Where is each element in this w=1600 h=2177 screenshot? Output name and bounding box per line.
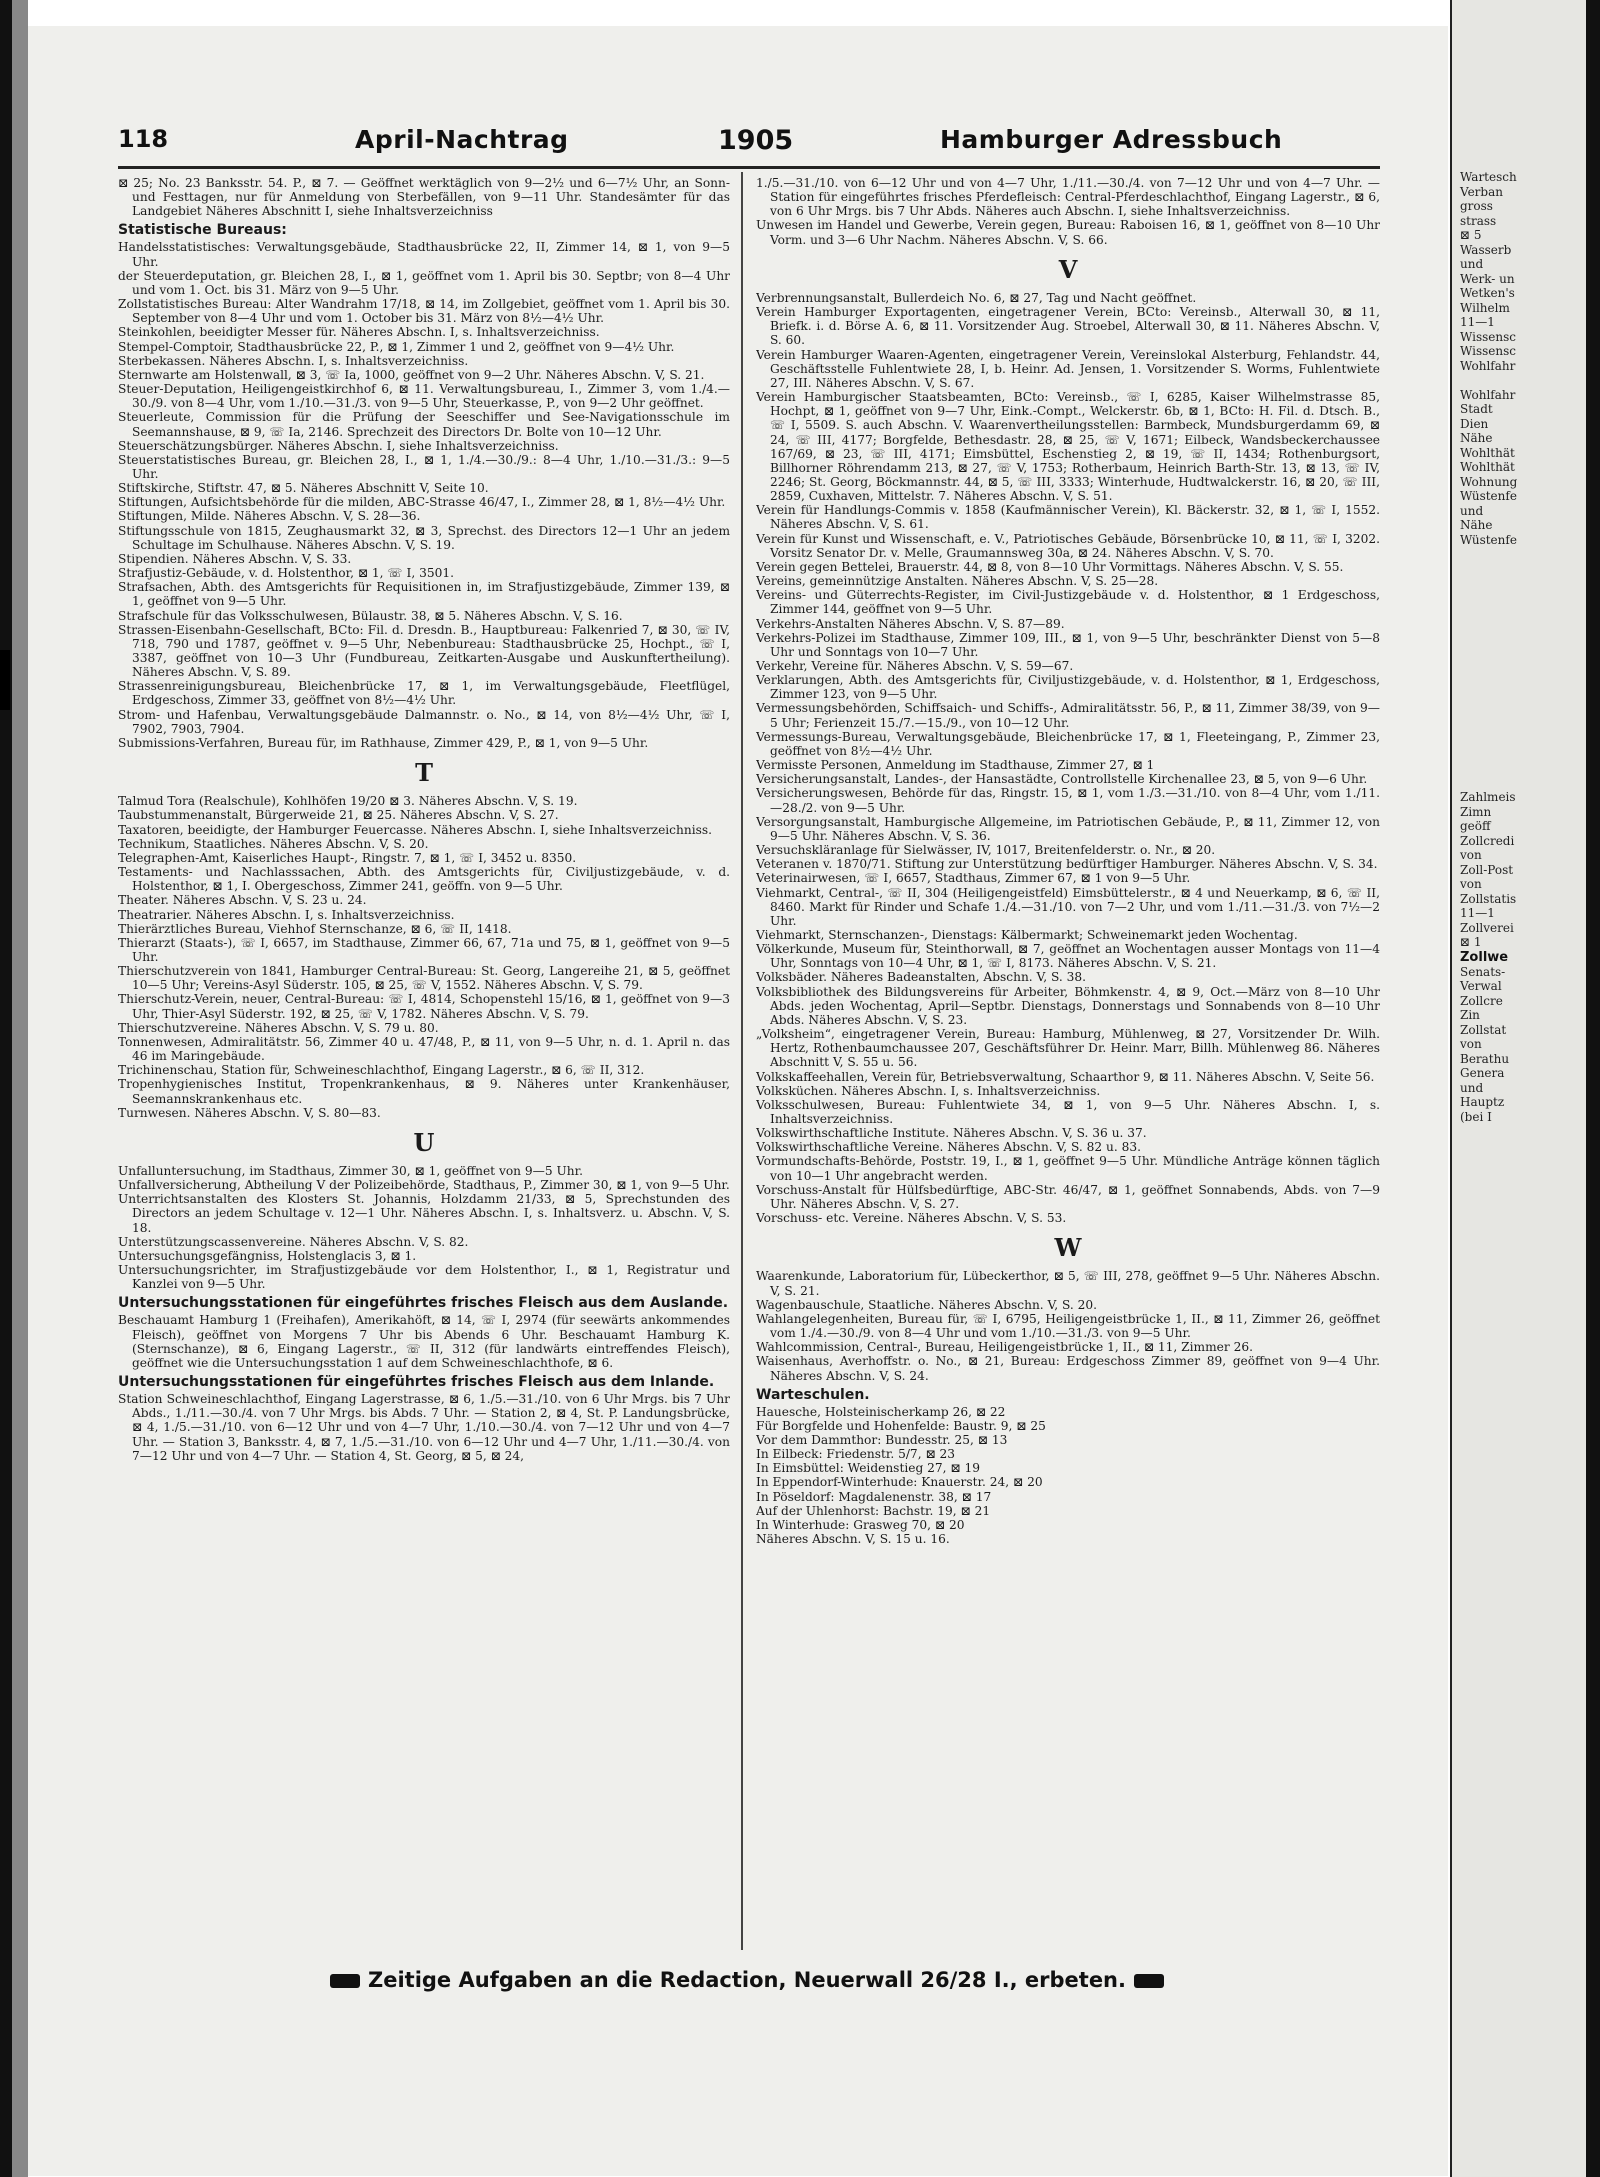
adjacent-line: und [1460,257,1484,271]
directory-entry: Zollstatistisches Bureau: Alter Wandrahm 17/18, ⊠ 14, im Zollgebiet, geöffnet vom 1. April bis 30. September von 8—4 Uhr und vom 1. October bis 31. März von 8½—4½ Uhr. [118,297,730,326]
adjacent-line: ⊠ 1 [1460,935,1482,949]
directory-entry: Versicherungsanstalt, Landes-, der Hansastädte, Controllstelle Kirchenallee 23, ⊠ 5, von 9—6 Uhr. [756,772,1368,787]
scan-clip-mark [0,650,10,710]
adjacent-line: Genera [1460,1066,1505,1080]
adjacent-line: Wohlfahr [1460,387,1516,402]
directory-entry: Viehmarkt, Sternschanzen-, Dienstags: Kälbermarkt; Schweinemarkt jeden Wochentag. [756,927,1298,942]
directory-entry: der Steuerdeputation, gr. Bleichen 28, I., ⊠ 1, geöffnet vom 1. April bis 30. Septbr; von 8—4 Uhr und vom 1. Oct. bis 31. März von 9—5 Uhr. [118,268,730,297]
directory-entry: Strassen-Eisenbahn-Gesellschaft, BCto: Fil. d. Dresdn. B., Hauptbureau: Falkenried 7, ⊠ 30, ☏ IV, 718, 790 und 1787, geöffnet v. 9—5 Uhr, Nebenbureau: Stadthausbrücke 25, Hochpt., ☏ I, 3387, geöffnet von 10—3 Uhr (Fundbureau, Zeitkarten-Ausgabe und Auskunftertheilung). Näheres Abschn. V, S. 89. [118,622,730,680]
directory-entry: Vormundschafts-Behörde, Poststr. 19, I., ⊠ 1, geöffnet 9—5 Uhr. Mündliche Anträge können täglich von 10—1 Uhr angebracht werden. [756,1154,1380,1183]
adjacent-line: Zollstat [1460,1022,1507,1037]
adjacent-line: Zollverei [1460,920,1514,935]
footer-text: Zeitige Aufgaben an die Redaction, Neuerwall 26/28 I., erbeten. [368,1968,1126,1992]
adjacent-line: Nähe [1460,518,1493,532]
header-rule [118,166,1380,169]
adjacent-line [1452,373,1517,388]
directory-entry: Näheres Abschn. V, S. 15 u. 16. [756,1532,950,1547]
running-head-right: Hamburger Adressbuch [940,125,1283,154]
adjacent-line: Nähe [1460,431,1493,445]
directory-entry: In Eimsbüttel: Weidenstieg 27, ⊠ 19 [756,1461,980,1476]
directory-entry: Tonnenwesen, Admiralitätstr. 56, Zimmer 40 u. 47/48, P., ⊠ 11, von 9—5 Uhr, n. d. 1. April n. das 46 im Maringebäude. [118,1034,730,1064]
adjacent-line: Wilhelm [1460,300,1510,315]
column-divider [741,172,743,1950]
directory-entry: Sternwarte am Holstenwall, ⊠ 3, ☏ Ia, 1000, geöffnet von 9—2 Uhr. Näheres Abschn. V, S. 21. [118,367,705,382]
directory-entry: Stiftungen, Milde. Näheres Abschn. V, S. 28—36. [118,509,421,524]
directory-entry: Steuerstatistisches Bureau, gr. Bleichen 28, I., ⊠ 1, 1./4.—30./9.: 8—4 Uhr, 1./10.—31./3.: 9—5 Uhr. [118,452,730,481]
directory-entry: Veteranen v. 1870/71. Stiftung zur Unterstützung bedürftiger Hamburger. Näheres Abschn. V, S. 34. [756,857,1378,872]
adjacent-line: und [1460,503,1484,518]
directory-entry: Thierschutzverein von 1841, Hamburger Central-Bureau: St. Georg, Langereihe 21, ⊠ 5, geöffnet 10—5 Uhr; Vereins-Asyl Süderstr. 105, ⊠ 25, ☏ V, 1552. Näheres Abschn. V, S. 79. [118,964,730,993]
directory-entry: Strafjustiz-Gebäude, v. d. Holstenthor, ⊠ 1, ☏ I, 3501. [118,566,454,581]
adjacent-line: Wasserb [1460,242,1512,257]
directory-entry: Vermessungsbehörden, Schiffsaich- und Schiffs-, Admiralitätsstr. 56, P., ⊠ 11, Zimmer 38/39, von 9—5 Uhr; Ferienzeit 15./7.—15./9., von 10—12 Uhr. [756,701,1380,730]
directory-entry: Vor dem Dammthor: Bundesstr. 25, ⊠ 13 [756,1432,1008,1447]
directory-entry: Volkskaffeehallen, Verein für, Betriebsverwaltung, Schaarthor 9, ⊠ 11. Näheres Abschn. V, Seite 56. [756,1069,1375,1084]
directory-entry: In Eppendorf-Winterhude: Knauerstr. 24, ⊠ 20 [756,1475,1043,1490]
directory-entry: Handelsstatistisches: Verwaltungsgebäude, Stadthausbrücke 22, II, Zimmer 14, ⊠ 1, von 9—5 Uhr. [118,240,730,269]
adjacent-line: strass [1460,213,1497,228]
section-letter: W [1054,1233,1082,1263]
pointing-hand-icon [330,1974,360,1988]
directory-entry: 1./5.—31./10. von 6—12 Uhr und von 4—7 Uhr, 1./11.—30./4. von 7—12 Uhr und von 4—7 Uhr. — Station für eingeführtes frisches Pferdefleisch: Central-Pferdeschlachthof, Eingang Lagerstr., ⊠ 6, von 6 Uhr Mrgs. bis 7 Uhr Abds. Näheres auch Abschn. I, siehe Inhaltsverzeichniss. [756,176,1380,219]
directory-entry: Wahlangelegenheiten, Bureau für, ☏ I, 6795, Heiligengeistbrücke 1, II., ⊠ 11, Zimmer 26, geöffnet vom 1./4.—30./9. von 8—4 Uhr und vom 1./10.—31./3. von 9—5 Uhr. [756,1311,1380,1341]
adjacent-line: Wohlthät [1460,445,1515,460]
section-letter: U [413,1127,435,1157]
directory-entry: Für Borgfelde und Hohenfelde: Baustr. 9, ⊠ 25 [756,1418,1046,1433]
running-head-left: April-Nachtrag [355,125,569,154]
directory-entry: Sterbekassen. Näheres Abschn. I, s. Inhaltsverzeichniss. [118,353,469,368]
directory-entry: Verein für Handlungs-Commis v. 1858 (Kaufmännischer Verein), Kl. Bäckerstr. 32, ⊠ 1, ☏ I, 1552. Näheres Abschn. V, S. 61. [756,503,1380,532]
directory-entry: Verein Hamburger Waaren-Agenten, eingetragener Verein, Vereinslokal Alsterburg, Fehlandstr. 44, Geschäftsstelle Fuhlentwiete 28, I, b. Heinr. Ad. Jensen, 1. Vorsitzender S. Worms, Fuhlentwiete 27, III. Näheres Abschn. V, S. 67. [756,347,1380,390]
adjacent-line: Stadt [1460,402,1493,416]
directory-entry: Viehmarkt, Central-, ☏ II, 304 (Heiligengeistfeld) Eimsbüttelerstr., ⊠ 4 und Neuerkamp, ⊠ 6, ☏ II, 8460. Markt für Rinder und Schafe 1./4.—31./10. von 7—2 Uhr, und vom 1./11.—31./3. von 7½—2 Uhr. [756,885,1380,928]
adjacent-line: von [1460,848,1482,862]
adjacent-line: Wissensc [1460,344,1516,358]
directory-entry: Vermisste Personen, Anmeldung im Stadthause, Zimmer 27, ⊠ 1 [756,758,1155,773]
directory-entry: Stipendien. Näheres Abschn. V, S. 33. [118,551,352,566]
scan-border-right [1586,0,1600,2177]
directory-entry: Beschauamt Hamburg 1 (Freihafen), Amerikahöft, ⊠ 14, ☏ I, 2974 (für seewärts ankommendes Fleisch), geöffnet von Morgens 7 Uhr bis Abends 6 Uhr. Beschauamt Hamburg K. (Sternschanze), ⊠ 6, Eingang Lagerstr., ☏ II, 312 (für landwärts eintreffendes Fleisch), geöffnet wie die Untersuchungsstation 1 auf dem Schweineschlachthofe, ⊠ 6. [118,1313,730,1370]
directory-entry: Steuerschätzungsbürger. Näheres Abschn. I, siehe Inhaltsverzeichniss. [118,438,559,453]
directory-entry: Testaments- und Nachlasssachen, Abth. des Amtsgerichts für, Civiljustizgebäude, v. d. Holstenthor, ⊠ 1, I. Obergeschoss, Zimmer 241, geöffn. von 9—5 Uhr. [118,865,730,894]
directory-entry: Stiftungsschule von 1815, Zeughausmarkt 32, ⊠ 3, Sprechst. des Directors 12—1 Uhr an jedem Schultage im Schulhause. Näheres Abschn. V, S. 19. [118,523,730,552]
right-column [756,176,1380,1956]
directory-entry: Unterstützungscassenvereine. Näheres Abschn. V, S. 82. [118,1234,469,1249]
adjacent-line: Wüstenfe [1460,532,1517,547]
directory-entry: Verkehrs-Anstalten Näheres Abschn. V, S. 87—89. [756,616,1065,631]
directory-entry: Völkerkunde, Museum für, Steinthorwall, ⊠ 7, geöffnet an Wochentagen ausser Montags von 11—4 Uhr, Sonntags von 10—4 Uhr, ⊠ 1, ☏ I, 8173. Näheres Abschn. V, S. 21. [756,942,1380,971]
directory-entry: Vorschuss-Anstalt für Hülfsbedürftige, ABC-Str. 46/47, ⊠ 1, geöffnet Sonnabends, Abds. von 7—9 Uhr. Näheres Abschn. V, S. 27. [756,1182,1380,1211]
directory-entry: Volksschulwesen, Bureau: Fuhlentwiete 34, ⊠ 1, von 9—5 Uhr. Näheres Abschn. I, s. Inhaltsverzeichniss. [756,1097,1380,1126]
directory-entry: Stiftskirche, Stiftstr. 47, ⊠ 5. Näheres Abschnitt V, Seite 10. [118,481,489,496]
footer-notice [322,1968,1162,1992]
adjacent-line: Zollstatis [1460,891,1517,906]
adjacent-line: ⊠ 5 [1460,228,1482,242]
adjacent-line: Zin [1460,1008,1480,1022]
adjacent-line: 11—1 [1460,315,1495,329]
adjacent-line: Wissensc [1460,329,1516,344]
directory-entry: Volksbäder. Näheres Badeanstalten, Abschn. V, S. 38. [756,970,1086,985]
directory-entry: Verklarungen, Abth. des Amtsgerichts für, Civiljustizgebäude, v. d. Holstenthor, ⊠ 1, Erdgeschoss, Zimmer 123, von 9—5 Uhr. [756,673,1380,702]
section-heading: Untersuchungsstationen für eingeführtes frisches Fleisch aus dem Auslande. [118,1295,729,1312]
directory-entry: Taxatoren, beeidigte, der Hamburger Feuercasse. Näheres Abschn. I, siehe Inhaltsverzeichniss. [118,822,712,837]
section-heading: Untersuchungsstationen für eingeführtes frisches Fleisch aus dem Inlande. [118,1374,715,1391]
adjacent-line: geöff [1460,819,1491,833]
directory-entry: Auf der Uhlenhorst: Bachstr. 19, ⊠ 21 [756,1503,991,1518]
directory-entry: Steuer-Deputation, Heiligengeistkirchhof 6, ⊠ 11. Verwaltungsbureau, I., Zimmer 3, vom 1./4.—30./9. von 8—4 Uhr, vom 1./10.—31./3. von 9—5 Uhr, Steuerkasse, P., von 9—2 Uhr geöffnet. [118,382,730,411]
directory-entry: Wagenbauschule, Staatliche. Näheres Abschn. V, S. 20. [756,1297,1098,1312]
adjacent-line: Zollcre [1460,993,1503,1008]
directory-entry: Trichinenschau, Station für, Schweineschlachthof, Eingang Lagerstr., ⊠ 6, ☏ II, 312. [118,1063,645,1078]
adjacent-page-lower [1452,790,1516,1124]
directory-entry: Unfalluntersuchung, im Stadthaus, Zimmer 30, ⊠ 1, geöffnet von 9—5 Uhr. [118,1164,583,1178]
directory-entry: Verbrennungsanstalt, Bullerdeich No. 6, ⊠ 27, Tag und Nacht geöffnet. [756,290,1197,305]
directory-entry: Waarenkunde, Laboratorium für, Lübeckerthor, ⊠ 5, ☏ III, 278, geöffnet 9—5 Uhr. Näheres Abschn. V, S. 21. [756,1269,1380,1298]
directory-entry: Vereins- und Güterrechts-Register, im Civil-Justizgebäude v. d. Holstenthor, ⊠ 1 Erdgeschoss, Zimmer 144, geöffnet von 9—5 Uhr. [756,588,1380,617]
adjacent-line: Zoll-Post [1460,862,1514,877]
directory-entry: Vorschuss- etc. Vereine. Näheres Abschn. V, S. 53. [756,1211,1067,1226]
directory-entry: Station Schweineschlachthof, Eingang Lagerstrasse, ⊠ 6, 1./5.—31./10. von 6 Uhr Mrgs. bis 7 Uhr Abds., 1./11.—30./4. von 7 Uhr Mrgs. bis Abds. 7 Uhr. — Station 2, ⊠ 4, St. P. Landungsbrücke, ⊠ 4, 1./5.—31./10. von 6—12 Uhr und von 4—7 Uhr, 1./10.—30./4. von 7—12 Uhr und von 4—7 Uhr. — Station 3, Banksstr. 4, ⊠ 7, 1./5.—31./10. von 6—12 Uhr und 4—7 Uhr, 1./11.—30./4. von 7—12 Uhr und von 4—7 Uhr. — Station 4, St. Georg, ⊠ 5, ⊠ 24, [118,1392,730,1463]
directory-entry: Versuchskläranlage für Sielwässer, IV, 1017, Breitenfelderstr. o. Nr., ⊠ 20. [756,843,1216,858]
directory-entry: Unterrichtsanstalten des Klosters St. Johannis, Holzdamm 21/33, ⊠ 5, Sprechstunden des Directors an jedem Schultage v. 12—1 Uhr. Näheres Abschn. I, s. Inhaltsverz. u. Abschn. V, S. 18. [118,1192,730,1235]
adjacent-line: Werk- un [1460,271,1515,286]
directory-entry: Veterinairwesen, ☏ I, 6657, Stadthaus, Zimmer 67, ⊠ 1 von 9—5 Uhr. [756,871,1191,886]
directory-entry: Talmud Tora (Realschule), Kohlhöfen 19/20 ⊠ 3. Näheres Abschn. V, S. 19. [118,794,578,809]
directory-entry: Unfallversicherung, Abtheilung V der Polizeibehörde, Stadthaus, P., Zimmer 30, ⊠ 1, von 9—5 Uhr. [118,1178,730,1193]
directory-entry: Versorgungsanstalt, Hamburgische Allgemeine, im Patriotischen Gebäude, P., ⊠ 11, Zimmer 12, von 9—5 Uhr. Näheres Abschn. V, S. 36. [756,814,1380,843]
section-heading: Statistische Bureaus: [118,222,287,239]
directory-entry: Taubstummenanstalt, Bürgerweide 21, ⊠ 25. Näheres Abschn. V, S. 27. [118,808,559,823]
directory-entry: In Winterhude: Grasweg 70, ⊠ 20 [756,1517,965,1532]
directory-entry: Submissions-Verfahren, Bureau für, im Rathhause, Zimmer 429, P., ⊠ 1, von 9—5 Uhr. [118,735,649,750]
directory-entry: Strafschule für das Volksschulwesen, Bülaustr. 38, ⊠ 5. Näheres Abschn. V, S. 16. [118,608,623,623]
adjacent-line: 11—1 [1460,906,1495,920]
section-letter: V [1058,254,1078,284]
adjacent-line: Senats- [1460,964,1506,979]
directory-entry: In Eilbeck: Friedenstr. 5/7, ⊠ 23 [756,1447,956,1462]
directory-entry: Hauesche, Holsteinischerkamp 26, ⊠ 22 [756,1404,1006,1419]
adjacent-line: Dien [1460,416,1489,431]
page-number: 118 [118,125,169,153]
directory-entry: Wahlcommission, Central-, Bureau, Heiligengeistbrücke 1, II., ⊠ 11, Zimmer 26. [756,1340,1253,1355]
running-head-year: 1905 [718,125,794,156]
scan-border-left [0,0,12,2177]
directory-entry: Volkswirthschaftliche Vereine. Näheres Abschn. V, S. 82 u. 83. [756,1140,1141,1155]
directory-entry: In Pöseldorf: Magdalenenstr. 38, ⊠ 17 [756,1489,992,1504]
directory-entry: Verein Hamburger Exportagenten, eingetragener Verein, BCto: Vereinsb., Alterwall 30, ⊠ 11, Briefk. i. d. Börse A. 6, ⊠ 11. Vorsitzender Aug. Stroebel, Alterwall 30, ⊠ 11. Näheres Abschn. V, S. 60. [756,305,1380,348]
directory-entry: Verein für Kunst und Wissenschaft, e. V., Patriotisches Gebäude, Börsenbrücke 10, ⊠ 11, ☏ I, 3202. Vorsitz Senator Dr. v. Melle, Graumannsweg 30a, ⊠ 24. Näheres Abschn. V, S. 70. [756,531,1380,560]
pointing-hand-icon [1134,1974,1164,1988]
directory-entry: Stiftungen, Aufsichtsbehörde für die milden, ABC-Strasse 46/47, I., Zimmer 28, ⊠ 1, 8½—4½ Uhr. [118,495,726,510]
directory-entry: Vermessungs-Bureau, Verwaltungsgebäude, Bleichenbrücke 17, ⊠ 1, Fleeteingang, P., Zimmer 23, geöffnet von 8½—4½ Uhr. [756,729,1380,758]
adjacent-line: Wetken's [1460,286,1515,300]
directory-entry: Tropenhygienisches Institut, Tropenkrankenhaus, ⊠ 9. Näheres unter Krankenhäuser, Seemannskrankenhaus etc. [118,1077,730,1106]
scan-border-shadow [12,0,28,2177]
directory-entry: Untersuchungsrichter, im Strafjustizgebäude vor dem Holstenthor, I., ⊠ 1, Registratur und Kanzlei von 9—5 Uhr. [118,1263,730,1292]
adjacent-line: Wohlfahr [1460,358,1516,373]
directory-entry: Theatrarier. Näheres Abschn. I, s. Inhaltsverzeichniss. [118,907,455,922]
directory-entry: Untersuchungsgefängniss, Holstenglacis 3, ⊠ 1. [118,1248,417,1263]
adjacent-line: Wartesch [1460,170,1517,184]
directory-entry: Strafsachen, Abth. des Amtsgerichts für Requisitionen in, im Strafjustizgebäude, Zimmer 139, ⊠ 1, geöffnet von 9—5 Uhr. [118,580,730,609]
directory-entry: Verkehrs-Polizei im Stadthause, Zimmer 109, III., ⊠ 1, von 9—5 Uhr, beschränkter Dienst von 5—8 Uhr und Sonntags von 10—7 Uhr. [756,630,1380,659]
directory-entry: „Volksheim“, eingetragener Verein, Bureau: Hamburg, Mühlenweg, ⊠ 27, Vorsitzender Dr. Wilh. Hertz, Rothenbaumchaussee 207, Geschäftsführer Dr. Heinr. Marr, Billh. Mühlenweg 86. Näheres Abschnitt V, S. 55 u. 56. [756,1027,1380,1070]
adjacent-line: Berathu [1460,1051,1510,1066]
adjacent-line: Zollcredi [1460,833,1515,848]
adjacent-line: von [1460,877,1482,891]
directory-entry: Stempel-Comptoir, Stadthausbrücke 22, P., ⊠ 1, Zimmer 1 und 2, geöffnet von 9—4½ Uhr. [118,339,675,354]
directory-entry: Technikum, Staatliches. Näheres Abschn. V, S. 20. [118,836,429,851]
directory-entry: Thierarzt (Staats-), ☏ I, 6657, im Stadthause, Zimmer 66, 67, 71a und 75, ⊠ 1, geöffnet von 9—5 Uhr. [118,935,730,964]
directory-entry: Thierschutzvereine. Näheres Abschn. V, S. 79 u. 80. [118,1020,439,1035]
adjacent-line: Verban [1460,184,1503,199]
directory-entry: Volksbibliothek des Bildungsvereins für Arbeiter, Böhmkenstr. 4, ⊠ 9, Oct.—März von 8—10 Uhr Abds. jeden Wochentag, April—Septbr. Dienstags, Donnerstags und Sonnabends von 8—10 Uhr Abds. Näheres Abschn. V, S. 23. [756,984,1380,1027]
directory-entry: ⊠ 25; No. 23 Banksstr. 54. P., ⊠ 7. — Geöffnet werktäglich von 9—2½ und 6—7½ Uhr, an Sonn- und Festtagen, nur für Anmeldung von Sterbefällen, von 9—11 Uhr. Standesämter für das Landgebiet Näheres Abschnitt I, siehe Inhaltsverzeichniss [118,176,730,219]
adjacent-page-strip [1450,0,1588,2177]
directory-entry: Strom- und Hafenbau, Verwaltungsgebäude Dalmannstr. o. No., ⊠ 14, von 8½—4½ Uhr, ☏ I, 7902, 7903, 7904. [118,707,730,736]
adjacent-line: Zimn [1460,804,1492,819]
adjacent-line: Wohlthät [1460,460,1515,474]
adjacent-page-upper [1452,170,1517,547]
adjacent-line: (bei I [1460,1109,1492,1124]
adjacent-line: und [1460,1080,1484,1095]
directory-entry: Strassenreinigungsbureau, Bleichenbrücke 17, ⊠ 1, im Verwaltungsgebäude, Fleetflügel, Erdgeschoss, Zimmer 33, geöffnet von 8½—4½ Uhr. [118,679,730,708]
directory-entry: Steuerleute, Commission für die Prüfung der Seeschiffer und See-Navigationsschule im Seemannshause, ⊠ 9, ☏ Ia, 2146. Sprechzeit des Directors Dr. Bolte von 10—12 Uhr. [118,410,730,439]
adjacent-line: Wohnung [1460,474,1518,489]
directory-entry: Unwesen im Handel und Gewerbe, Verein gegen, Bureau: Raboisen 16, ⊠ 1, geöffnet von 8—10 Uhr Vorm. und 3—6 Uhr Nachm. Näheres Abschn. V, S. 66. [756,218,1380,247]
section-heading: Warteschulen. [756,1386,870,1403]
directory-entry: Versicherungswesen, Behörde für das, Ringstr. 15, ⊠ 1, vom 1./3.—31./10. von 8—4 Uhr, vom 1./11.—28./2. von 9—5 Uhr. [756,786,1380,815]
directory-entry: Waisenhaus, Averhoffstr. o. No., ⊠ 21, Bureau: Erdgeschoss Zimmer 89, geöffnet von 9—4 Uhr. Näheres Abschn. V, S. 24. [756,1354,1380,1383]
adjacent-line: gross [1460,199,1493,213]
directory-entry: Verein Hamburgischer Staatsbeamten, BCto: Vereinsb., ☏ I, 6285, Kaiser Wilhelmstrasse 85, Hochpt, ⊠ 1, geöffnet von 9—7 Uhr, Eink.-Compt., Welckerstr. 6b, ⊠ 1, BCto: H. Fil. d. Dtsch. B., ☏ I, 5509. S. auch Abschn. V. Waarenvertheilungsstellen: Barmbeck, Mundsburgerdamm 69, ⊠ 24, ☏ III, 4177; Borgfelde, Bethesdastr. 28, ⊠ 25, ☏ V, 1671; Eilbeck, Wandsbeckerchaussee 167/69, ⊠ 23, ☏ III, 4171; Eimsbüttel, Eschenstieg 2, ⊠ 19, ☏ II, 1434; Rothenburgsort, Billhorner Röhrendamm 213, ⊠ 27, ☏ V, 1753; Rotherbaum, Heinrich Barth-Str. 13, ⊠ 13, ☏ IV, 2246; St. Georg, Böckmannstr. 44, ⊠ 5, ☏ III, 3333; Winterhude, Hudtwalckerstr. 16, ⊠ 20, ☏ III, 2859, Cuxhaven, Mittelstr. 7. Näheres Abschn. V, S. 51. [756,390,1380,504]
directory-entry: Verein gegen Bettelei, Brauerstr. 44, ⊠ 8, von 8—10 Uhr Vormittags. Näheres Abschn. V, S. 55. [756,559,1344,574]
directory-entry: Vereins, gemeinnützige Anstalten. Näheres Abschn. V, S. 25—28. [756,574,1159,589]
left-column [118,176,730,1956]
directory-entry: Steinkohlen, beeidigter Messer für. Näheres Abschn. I, s. Inhaltsverzeichniss. [118,325,600,340]
adjacent-heading: Zollwe [1460,949,1509,965]
directory-entry: Telegraphen-Amt, Kaiserliches Haupt-, Ringstr. 7, ⊠ 1, ☏ I, 3452 u. 8350. [118,850,577,865]
adjacent-line: Zahlmeis [1460,790,1516,804]
directory-entry: Volkswirthschaftliche Institute. Näheres Abschn. V, S. 36 u. 37. [756,1126,1147,1141]
directory-entry: Turnwesen. Näheres Abschn. V, S. 80—83. [118,1105,381,1120]
directory-entry: Verkehr, Vereine für. Näheres Abschn. V, S. 59—67. [756,659,1074,673]
directory-entry: Theater. Näheres Abschn. V, S. 23 u. 24. [118,893,367,908]
adjacent-line: Verwal [1460,979,1502,993]
adjacent-line: von [1460,1037,1482,1051]
directory-entry: Thierschutz-Verein, neuer, Central-Bureau: ☏ I, 4814, Schopenstehl 15/16, ⊠ 1, geöffnet von 9—3 Uhr, Thier-Asyl Süderstr. 192, ⊠ 25, ☏ V, 1782. Näheres Abschn. V, S. 79. [118,992,730,1021]
directory-entry: Volksküchen. Näheres Abschn. I, s. Inhaltsverzeichniss. [756,1083,1101,1098]
section-letter: T [415,758,433,788]
adjacent-line: Wüstenfe [1460,489,1517,503]
directory-entry: Thierärztliches Bureau, Viehhof Sternschanze, ⊠ 6, ☏ II, 1418. [118,921,512,936]
adjacent-line: Hauptz [1460,1095,1505,1109]
